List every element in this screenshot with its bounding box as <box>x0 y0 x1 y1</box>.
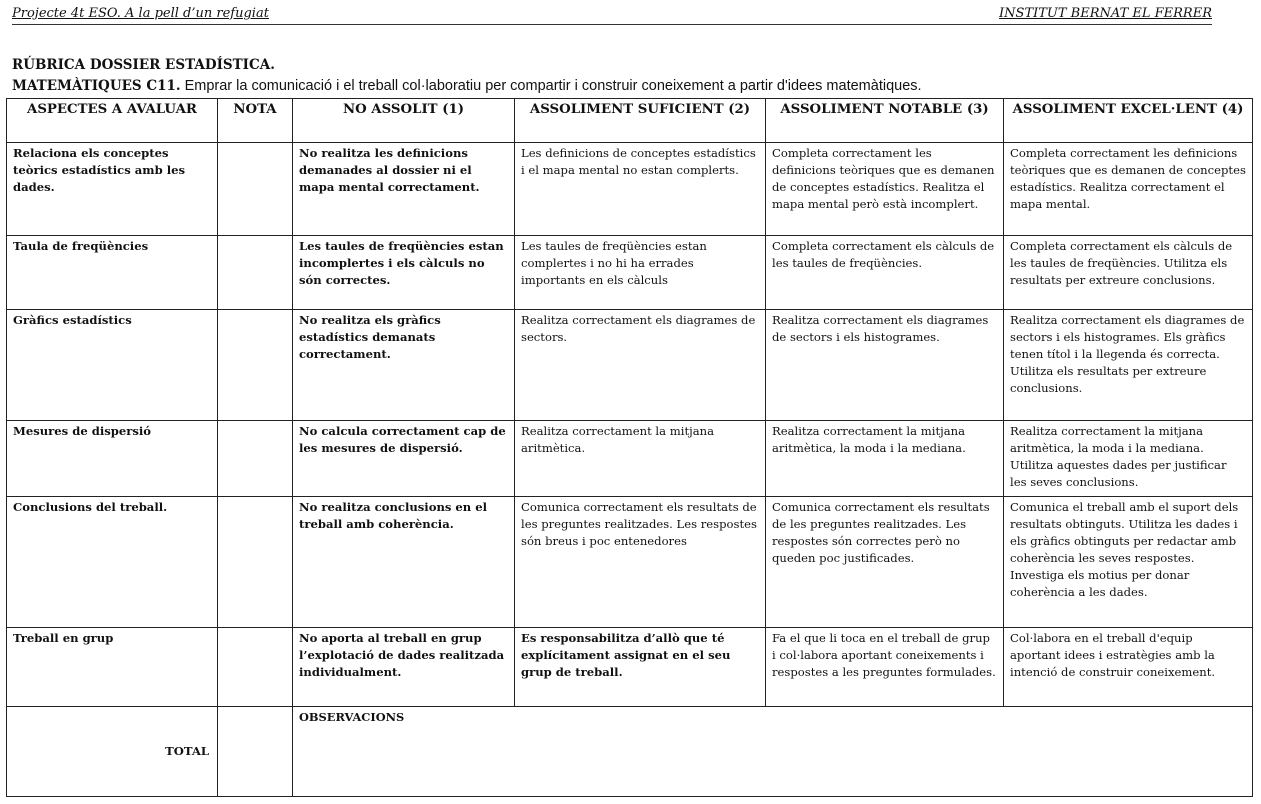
level-3-cell: Completa correctament les definicions teòriques que es demanen de conceptes estadístics. Realitza el mapa mental però està incomplert. <box>766 143 1004 236</box>
header-notable: ASSOLIMENT NOTABLE (3) <box>766 99 1004 143</box>
level-3-cell: Fa el que li toca en el treball de grup i col·labora aportant coneixements i respostes a les preguntes formulades. <box>766 628 1004 707</box>
observations-label: OBSERVACIONS <box>299 710 405 724</box>
school-name: INSTITUT BERNAT EL FERRER <box>999 6 1212 21</box>
level-1-cell: No realitza les definicions demanades al dossier ni el mapa mental correctament. <box>293 143 515 236</box>
level-1-cell: No aporta al treball en grup l’explotació de dades realitzada individualment. <box>293 628 515 707</box>
total-row <box>7 707 1253 797</box>
aspect-cell: Gràfics estadístics <box>7 310 218 421</box>
header-excellent: ASSOLIMENT EXCEL·LENT (4) <box>1004 99 1253 143</box>
level-4-cell: Realitza correctament la mitjana aritmètica, la moda i la mediana. Utilitza aquestes dades per justificar les seves conclusions. <box>1004 421 1253 497</box>
aspect-cell: Relaciona els conceptes teòrics estadístics amb les dades. <box>7 143 218 236</box>
table-header-row <box>7 99 1253 143</box>
nota-cell[interactable] <box>218 628 293 707</box>
competence-description: Emprar la comunicació i el treball col·laboratiu per compartir i construir coneixement a partir d'idees matemàtiques. <box>180 78 922 94</box>
page-header <box>12 4 1212 25</box>
level-3-cell: Completa correctament els càlculs de les taules de freqüències. <box>766 236 1004 310</box>
total-label: TOTAL <box>7 707 218 797</box>
level-1-cell: No realitza conclusions en el treball amb coherència. <box>293 497 515 628</box>
level-3-cell: Realitza correctament la mitjana aritmètica, la moda i la mediana. <box>766 421 1004 497</box>
table-row <box>7 236 1253 310</box>
level-1-cell: No calcula correctament cap de les mesures de dispersió. <box>293 421 515 497</box>
document-subtitle <box>12 78 922 95</box>
table-row <box>7 497 1253 628</box>
level-2-cell: Es responsabilitza d’allò que té explícitament assignat en el seu grup de treball. <box>515 628 766 707</box>
level-4-cell: Col·labora en el treball d'equip aportant idees i estratègies amb la intenció de construir coneixement. <box>1004 628 1253 707</box>
level-4-cell: Completa correctament les definicions teòriques que es demanen de conceptes estadístics. Realitza correctament el mapa mental. <box>1004 143 1253 236</box>
level-1-cell: Les taules de freqüències estan incomplertes i els càlculs no són correctes. <box>293 236 515 310</box>
header-no-assolit: NO ASSOLIT (1) <box>293 99 515 143</box>
project-name: Projecte 4t ESO. A la pell d’un refugiat <box>12 6 269 21</box>
aspect-cell: Treball en grup <box>7 628 218 707</box>
observations-cell[interactable] <box>293 707 1253 797</box>
level-2-cell: Les taules de freqüències estan complertes i no hi ha errades importants en els càlculs <box>515 236 766 310</box>
aspect-cell: Taula de freqüències <box>7 236 218 310</box>
nota-cell[interactable] <box>218 310 293 421</box>
level-4-cell: Completa correctament els càlculs de les taules de freqüències. Utilitza els resultats per extreure conclusions. <box>1004 236 1253 310</box>
header-suficient: ASSOLIMENT SUFICIENT (2) <box>515 99 766 143</box>
header-nota: NOTA <box>218 99 293 143</box>
level-2-cell: Realitza correctament la mitjana aritmètica. <box>515 421 766 497</box>
level-4-cell: Comunica el treball amb el suport dels resultats obtinguts. Utilitza les dades i els gràfics obtinguts per redactar amb coherència les seves respostes. Investiga els motius per donar coherència a les dades. <box>1004 497 1253 628</box>
table-row <box>7 421 1253 497</box>
total-value-cell[interactable] <box>218 707 293 797</box>
aspect-cell: Conclusions del treball. <box>7 497 218 628</box>
table-row <box>7 143 1253 236</box>
competence-code: MATEMÀTIQUES C11. <box>12 78 181 94</box>
level-3-cell: Realitza correctament els diagrames de sectors i els histogrames. <box>766 310 1004 421</box>
rubric-table <box>6 98 1253 797</box>
level-3-cell: Comunica correctament els resultats de les preguntes realitzades. Les respostes són correctes però no queden poc justificades. <box>766 497 1004 628</box>
document-title: RÚBRICA DOSSIER ESTADÍSTICA. <box>12 57 275 73</box>
level-2-cell: Comunica correctament els resultats de les preguntes realitzades. Les respostes són breus i poc entenedores <box>515 497 766 628</box>
nota-cell[interactable] <box>218 421 293 497</box>
table-row <box>7 628 1253 707</box>
header-aspects: ASPECTES A AVALUAR <box>7 99 218 143</box>
aspect-cell: Mesures de dispersió <box>7 421 218 497</box>
table-row <box>7 310 1253 421</box>
nota-cell[interactable] <box>218 497 293 628</box>
nota-cell[interactable] <box>218 236 293 310</box>
level-1-cell: No realitza els gràfics estadístics demanats correctament. <box>293 310 515 421</box>
level-2-cell: Realitza correctament els diagrames de sectors. <box>515 310 766 421</box>
level-4-cell: Realitza correctament els diagrames de sectors i els histogrames. Els gràfics tenen títol i la llegenda és correcta. Utilitza els resultats per extreure conclusions. <box>1004 310 1253 421</box>
level-2-cell: Les definicions de conceptes estadístics i el mapa mental no estan complerts. <box>515 143 766 236</box>
nota-cell[interactable] <box>218 143 293 236</box>
